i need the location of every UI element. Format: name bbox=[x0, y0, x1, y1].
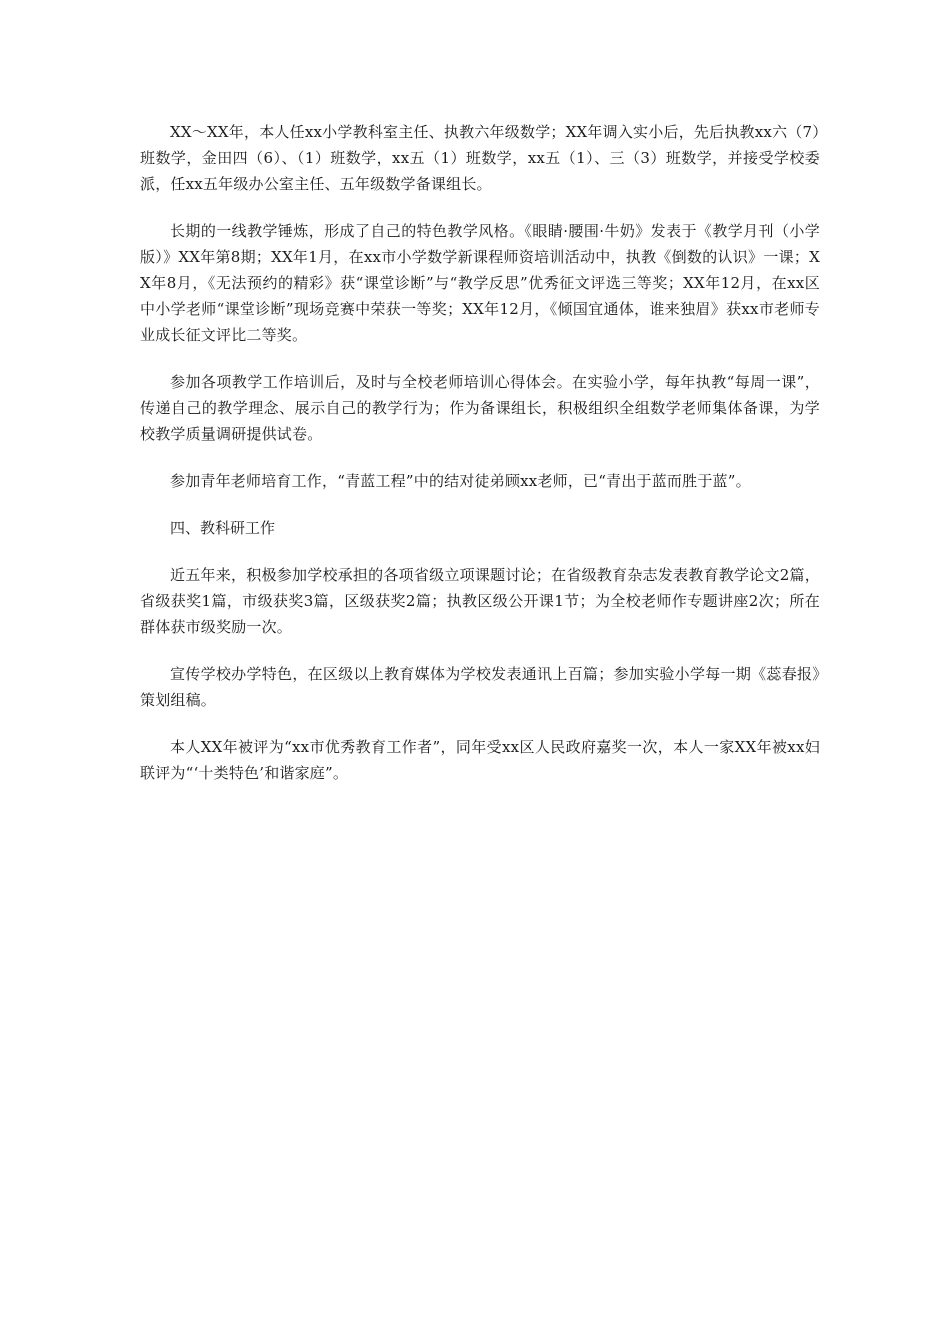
paragraph-mentoring: 参加青年老师培育工作，“青蓝工程”中的结对徒弟顾xx老师，已“青出于蓝而胜于蓝”。 bbox=[170, 472, 751, 490]
document-body bbox=[140, 119, 820, 807]
paragraph-honors: 本人XX年被评为“xx市优秀教育工作者”，同年受xx区人民政府嘉奖一次，本人一家XX年被xx妇联评为“‘十类特色’和谐家庭”。 bbox=[140, 738, 820, 782]
paragraph-teaching-style: 长期的一线教学锤炼，形成了自己的特色教学风格。《眼睛·腰围·牛奶》发表于《教学月刊（小学版）》XX年第8期；XX年1月，在xx市小学数学新课程师资培训活动中，执教《倒数的认识》一课；XX年8月，《无法预约的精彩》获“课堂诊断”与“教学反思”优秀征文评选三等奖；XX年12月，在xx区中小学老师“课堂诊断”现场竞赛中荣获一等奖；XX年12月，《倾国宜通体，谁来独眉》获xx市老师专业成长征文评比二等奖。 bbox=[140, 222, 820, 344]
paragraph-training: 参加各项教学工作培训后，及时与全校老师培训心得体会。在实验小学，每年执教“每周一课”，传递自己的教学理念、展示自己的教学行为；作为备课组长，积极组织全组数学老师集体备课，为学校教学质量调研提供试卷。 bbox=[140, 373, 820, 443]
section-heading: 四、教科研工作 bbox=[170, 519, 276, 537]
paragraph-publicity: 宣传学校办学特色，在区级以上教育媒体为学校发表通讯上百篇；参加实验小学每一期《蕊春报》策划组稿。 bbox=[140, 665, 820, 709]
paragraph-work-history: XX～XX年，本人任xx小学教科室主任、执教六年级数学；XX年调入实小后，先后执教xx六（7）班数学，金田四（6）、（1）班数学，xx五（1）班数学，xx五（1）、三（3）班数学，并接受学校委派，任xx五年级办公室主任、五年级数学备课组长。 bbox=[140, 123, 820, 193]
paragraph-research: 近五年来，积极参加学校承担的各项省级立项课题讨论；在省级教育杂志发表教育教学论文2篇，省级获奖1篇，市级获奖3篇，区级获奖2篇；执教区级公开课1节；为全校老师作专题讲座2次；所在群体获市级奖励一次。 bbox=[140, 566, 820, 636]
